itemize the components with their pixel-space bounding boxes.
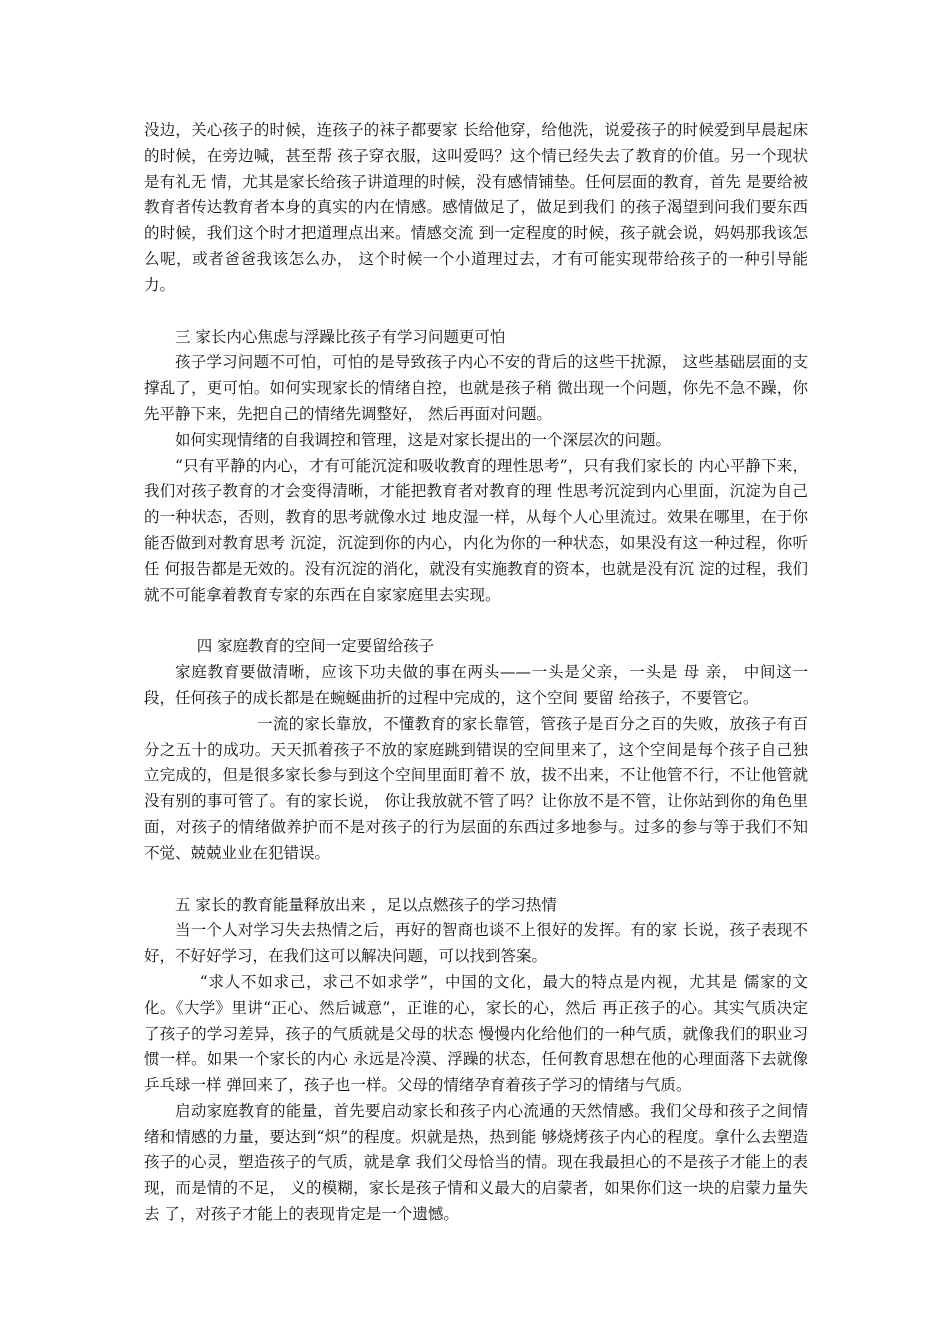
- section-4-heading: 四 家庭教育的空间一定要留给孩子: [196, 637, 435, 656]
- section-3-heading: 三 家长内心焦虑与浮躁比孩子有学习问题更可怕: [175, 327, 506, 346]
- section-5-heading: 五 家长的教育能量释放出来 ，足以点燃孩子的学习热情: [175, 895, 557, 914]
- opening-paragraph: 没边，关心孩子的时候，连孩子的袜子都要家 长给他穿，给他洗，说爱孩子的时候爱到早晨起床的时候，在旁边喊，甚至帮 孩子穿衣服，这叫爱吗？这个情已经失去了教育的价值。另一个现状是有礼无 情，尤其是家长给孩子讲道理的时候，没有感情铺垫。任何层面的教育，首先 是要给被教育者传达教育者本身的真实的内在情感。感情做足了，做足到我们 的孩子渴望到问我们要东西的时候，我们这个时才把道理点出来。情感交流 到一定程度的时候，孩子就会说，妈妈那我该怎么呢，或者爸爸我该怎么办， 这个时候一个小道理过去，才有可能实现带给孩子的一种引导能力。: [144, 121, 808, 294]
- section-5-paragraph-2: “求人不如求己，求己不如求学”，中国的文化，最大的特点是内视，尤其是 儒家的文化。《大学》里讲“正心、然后诚意”，正谁的心，家长的心，然后 再正孩子的心。其实气质决定了孩子的学习差异，孩子的气质就是父母的状态 慢慢内化给他们的一种气质，就像我们的职业习惯一样。如果一个家长的内心 永远是冷漠、浮躁的状态，任何教育思想在他的心理面落下去就像乒乓球一样 弹回来了，孩子也一样。父母的情绪孕育着孩子学习的情绪与气质。: [144, 972, 808, 1095]
- document-body: [144, 118, 808, 1228]
- section-4-paragraph-2: 一流的家长靠放，不懂教育的家长靠管，管孩子是百分之百的失败，放孩子有百分之五十的成功。天天抓着孩子不放的家庭跳到错误的空间里来了，这个空间是每个孩子自己独立完成的，但是很多家长参与到这个空间里面盯着不 放，拔不出来，不让他管不行，不让他管就没有别的事可管了。有的家长说， 你让我放就不管了吗？让你放不是不管，让你站到你的角色里面，对孩子的情绪做养护而不是对孩子的行为层面的东西过多地参与。过多的参与等于我们不知不觉、兢兢业业在犯错误。: [144, 714, 808, 862]
- section-4-paragraph-1: 家庭教育要做清晰，应该下功夫做的事在两头——一头是父亲，一头是 母 亲， 中间这一段，任何孩子的成长都是在蜿蜒曲折的过程中完成的，这个空间 要留 给孩子，不要管它。: [144, 663, 808, 707]
- section-3-paragraph-1: 孩子学习问题不可怕，可怕的是导致孩子内心不安的背后的这些干扰源， 这些基础层面的支撑乱了，更可怕。如何实现家长的情绪自控，也就是孩子稍 微出现一个问题，你先不急不躁，你先平静下来，先把自己的情绪先调整好， 然后再面对问题。: [144, 353, 808, 423]
- section-3-paragraph-3: “只有平静的内心，才有可能沉淀和吸收教育的理性思考”，只有我们家长的 内心平静下来，我们对孩子教育的才会变得清晰，才能把教育者对教育的理 性思考沉淀到内心里面，沉淀为自己的一种状态，否则，教育的思考就像水过 地皮湿一样，从每个人心里流过。效果在哪里，在于你能否做到对教育思考 沉淀，沉淀到你的内心，内化为你的一种状态，如果没有这一种过程，你听任 何报告都是无效的。没有沉淀的消化，就没有实施教育的资本，也就是没有沉 淀的过程，我们就不可能拿着教育专家的东西在自家家庭里去实现。: [144, 456, 808, 604]
- section-5-paragraph-3: 启动家庭教育的能量，首先要启动家长和孩子内心流通的天然情感。我们父母和孩子之间情绪和情感的力量，要达到“炽”的程度。炽就是热，热到能 够烧烤孩子内心的程度。拿什么去塑造孩子的心灵，塑造孩子的气质，就是拿 我们父母恰当的情。现在我最担心的不是孩子才能上的表现，而是情的不足， 义的模糊，家长是孩子情和义最大的启蒙者，如果你们这一块的启蒙力量失去 了，对孩子才能上的表现肯定是一个遗憾。: [144, 1101, 808, 1224]
- section-3-paragraph-2: 如何实现情绪的自我调控和管理，这是对家长提出的一个深层次的问题。: [175, 430, 672, 449]
- section-5-paragraph-1: 当一个人对学习失去热情之后，再好的智商也谈不上很好的发挥。有的家 长说，孩子表现不好，不好好学习，在我们这可以解决问题，可以找到答案。: [144, 921, 808, 966]
